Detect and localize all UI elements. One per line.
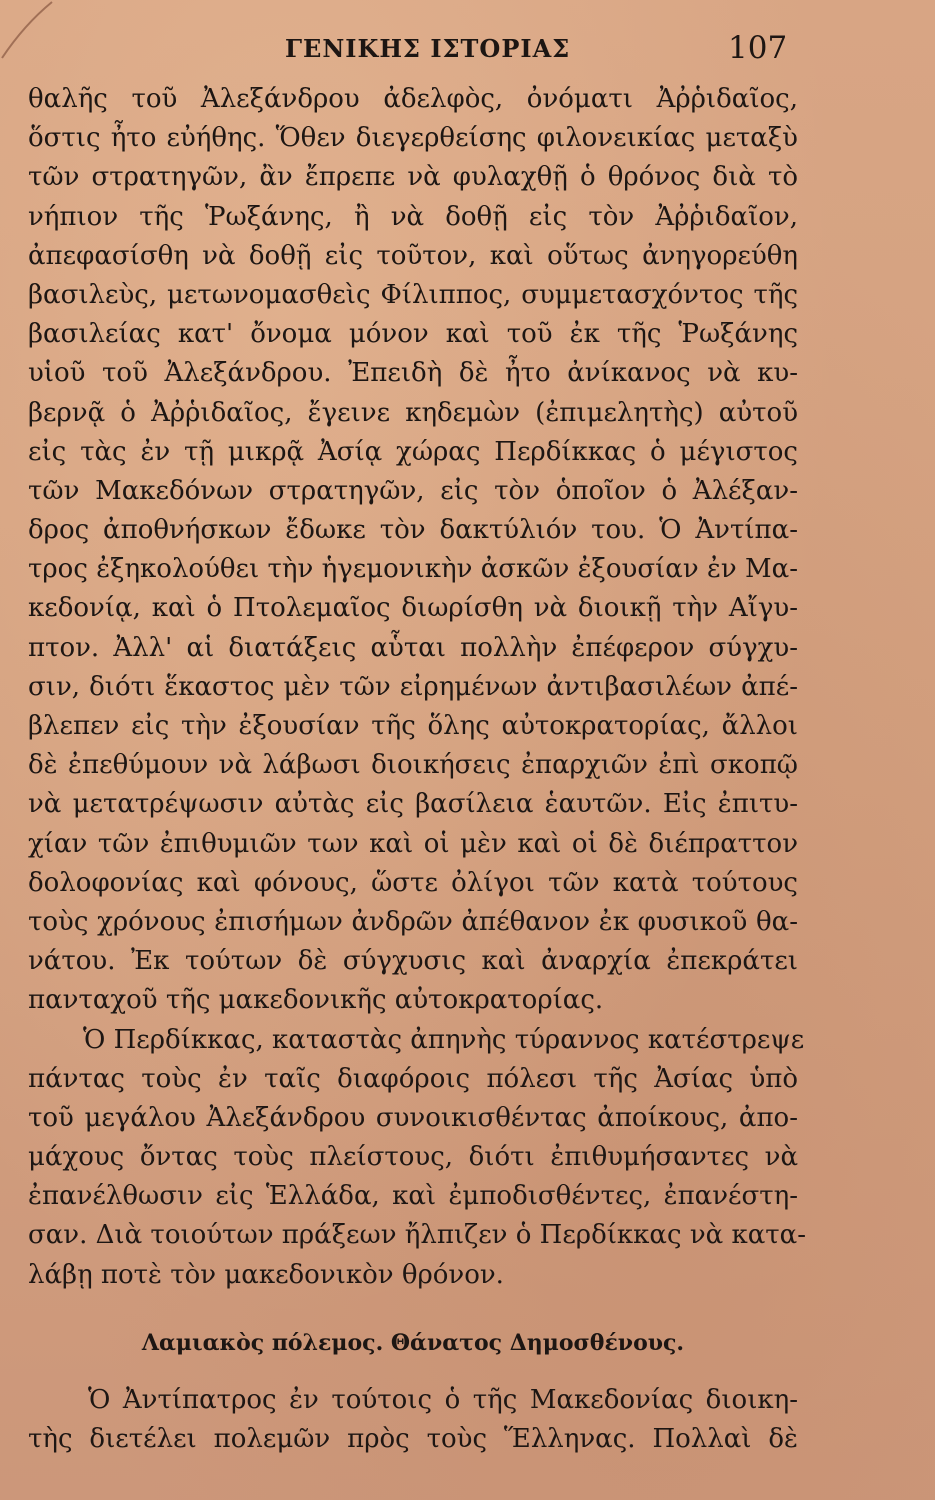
text-line: τῶν Μακεδόνων στρατηγῶν, εἰς τὸν ὁποῖον ὁ Ἀλέξαν- [28,475,798,506]
paragraph-3 [28,1381,798,1459]
text-line: τρος ἐξηκολούθει τὴν ἡγεμονικὴν ἀσκῶν ἐξουσίαν ἐν Μα- [28,554,798,585]
text-line: θαλῆς τοῦ Ἀλεξάνδρου ἀδελφὸς, ὀνόματι Ἀῤῥιδαῖος, [28,84,798,114]
text-line: σαν. Διὰ τοιούτων πράξεων ἤλπιζεν ὁ Περδίκκας νὰ κατα- [28,1220,806,1251]
text-line: πτον. Ἀλλ' αἱ διατάξεις αὗται πολλὴν ἐπέφερον σύγχυ- [28,632,798,663]
text-line: ἐπανέλθωσιν εἰς Ἑλλάδα, καὶ ἐμποδισθέντες, ἐπανέστη- [28,1181,798,1212]
text-line: Ὁ Περδίκκας, καταστὰς ἀπηνὴς τύραννος κατέστρεψε [83,1024,805,1055]
text-line: λάβῃ ποτὲ τὸν μακεδονικὸν θρόνον. [28,1259,504,1290]
page-number: 107 [728,30,788,66]
text-line: βερνᾷ ὁ Ἀῤῥιδαῖος, ἔγεινε κηδεμὼν (ἐπιμελητὴς) αὐτοῦ [28,397,798,428]
paragraph-2 [28,1021,806,1295]
section-heading: Λαμιακὸς πόλεμος. Θάνατος Δημοσθένους. [141,1329,685,1356]
text-line: Ὁ Ἀντίπατρος ἐν τούτοις ὁ τῆς Μακεδονίας διοικη- [88,1384,798,1415]
text-line: πανταχοῦ τῆς μακεδονικῆς αὐτοκρατορίας. [28,985,604,1016]
text-line: ὅστις ἦτο εὐήθης. Ὅθεν διεγερθείσης φιλονεικίας μεταξὺ [28,123,798,154]
text-line: σιν, διότι ἕκαστος μὲν τῶν εἰρημένων ἀντιβασιλέων ἀπέ- [28,671,798,702]
text-line: δολοφονίας καὶ φόνους, ὥστε ὀλίγοι τῶν κατὰ τούτους [28,867,798,898]
running-header [0,30,935,70]
text-line: βασιλείας κατ' ὄνομα μόνον καὶ τοῦ ἐκ τῆς Ῥωξάνης [28,319,798,350]
text-line: πάντας τοὺς ἐν ταῖς διαφόροις πόλεσι τῆς Ἀσίας ὑπὸ [28,1063,798,1094]
text-line: δὲ ἐπεθύμουν νὰ λάβωσι διοικήσεις ἐπαρχιῶν ἐπὶ σκοπῷ [28,750,798,781]
paragraph-1 [28,80,798,1021]
text-line: εἰς τὰς ἐν τῇ μικρᾷ Ἀσίᾳ χώρας Περδίκκας ὁ μέγιστος [28,436,798,467]
text-line: νὰ μετατρέψωσιν αὐτὰς εἰς βασίλεια ἑαυτῶν. Εἰς ἐπιτυ- [28,789,798,820]
text-line: βλεπεν εἰς τὴν ἐξουσίαν τῆς ὅλης αὐτοκρατορίας, ἄλλοι [28,711,798,741]
text-line: νήπιον τῆς Ῥωξάνης, ἢ νὰ δοθῇ εἰς τὸν Ἀῤῥιδαῖον, [28,201,798,232]
text-line: τὴς διετέλει πολεμῶν πρὸς τοὺς Ἕλληνας. Πολλαὶ δὲ [28,1424,798,1454]
text-line: βασιλεὺς, μετωνομασθεὶς Φίλιππος, συμμετασχόντος τῆς [28,279,798,310]
text-line: τοὺς χρόνους ἐπισήμων ἀνδρῶν ἀπέθανον ἐκ φυσικοῦ θα- [28,906,798,937]
text-line: τοῦ μεγάλου Ἀλεξάνδρου συνοικισθέντας ἀποίκους, ἀπο- [28,1102,798,1133]
text-line: χίαν τῶν ἐπιθυμιῶν των καὶ οἱ μὲν καὶ οἱ δὲ διέπραττον [28,828,798,859]
text-line: ἀπεφασίσθη νὰ δοθῇ εἰς τοῦτον, καὶ οὕτως ἀνηγορεύθη [28,240,798,271]
text-line: δρος ἀποθνήσκων ἔδωκε τὸν δακτύλιόν του. Ὁ Ἀντίπα- [28,515,798,546]
text-line: τῶν στρατηγῶν, ἂν ἔπρεπε νὰ φυλαχθῇ ὁ θρόνος διὰ τὸ [28,162,798,193]
text-block [28,80,806,1459]
text-line: μάχους ὄντας τοὺς πλείστους, διότι ἐπιθυμήσαντες νὰ [28,1142,798,1173]
text-line: κεδονίᾳ, καὶ ὁ Πτολεμαῖος διωρίσθη νὰ διοικῇ τὴν Αἴγυ- [28,593,798,624]
text-line: υἱοῦ τοῦ Ἀλεξάνδρου. Ἐπειδὴ δὲ ἦτο ἀνίκανος νὰ κυ- [28,358,798,389]
text-line: νάτου. Ἐκ τούτων δὲ σύγχυσις καὶ ἀναρχία ἐπεκράτει [28,946,798,977]
running-title: ΓΕΝΙΚΗΣ ΙΣΤΟΡΙΑΣ [285,34,571,63]
